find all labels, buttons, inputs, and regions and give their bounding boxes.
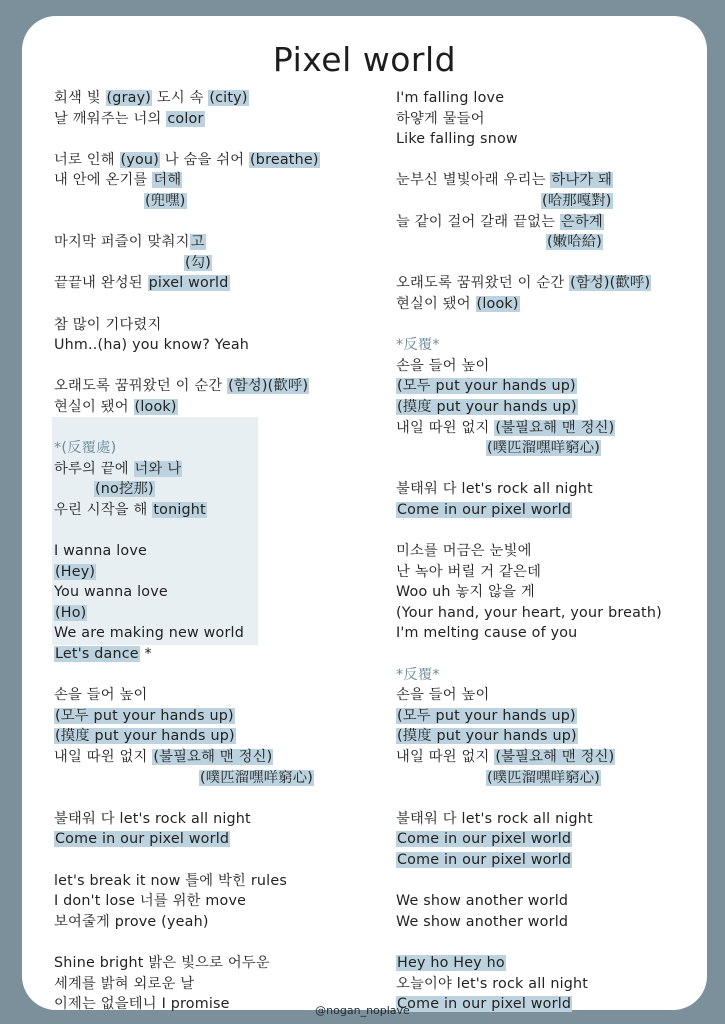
highlighted-lyric: (嫩哈給) (547, 234, 603, 251)
lyric-text: 오래도록 꿈꿔왔던 이 순간 (396, 275, 570, 292)
lyric-text: 하루의 끝에 (54, 460, 134, 477)
lyric-text: 내일 따윈 없지 (54, 749, 153, 765)
lyric-line (54, 88, 384, 109)
highlighted-lyric: (모두 put your hands up) (397, 707, 576, 724)
lyric-line (54, 459, 384, 480)
lyric-line (54, 685, 384, 706)
lyric-text: 회색 빛 (54, 90, 106, 106)
lyric-text: 늘 같이 걸어 갈래 끝없는 (396, 213, 560, 230)
lyric-line (396, 953, 696, 974)
lyric-line (54, 871, 384, 892)
lyric-text: 내일 따윈 없지 (396, 749, 495, 765)
lyric-line (54, 191, 384, 212)
highlighted-lyric: (you) (120, 151, 159, 168)
lyric-text: Like falling snow (396, 131, 518, 148)
lyric-line (54, 891, 384, 912)
lyric-line (54, 500, 384, 521)
highlighted-lyric: 하나가 돼 (551, 172, 613, 189)
highlighted-lyric: Come in our pixel world (397, 501, 572, 518)
highlighted-lyric: Come in our pixel world (397, 851, 572, 868)
lyric-text: 오늘이야 let's rock all night (396, 975, 589, 992)
blank-line (396, 788, 696, 809)
lyric-line (54, 644, 384, 665)
lyric-text: 미소를 머금은 눈빛에 (396, 543, 532, 560)
lyric-text: You wanna love (54, 584, 168, 601)
highlighted-lyric: 은하계 (560, 213, 603, 230)
blank-line (396, 932, 696, 953)
lyric-text: 하얗게 물들어 (396, 110, 485, 127)
blank-line (396, 253, 696, 274)
lyric-line (396, 809, 696, 830)
blank-line (54, 212, 384, 233)
lyric-line (396, 376, 696, 397)
lyric-line (396, 912, 696, 933)
lyric-text: 마지막 퍼즐이 맞춰지 (54, 234, 190, 251)
highlighted-lyric: (Hey) (55, 563, 96, 580)
lyric-text: I wanna love (54, 543, 148, 560)
lyric-text: 참 많이 기다렸지 (54, 316, 162, 333)
lyric-text: 내 안에 온기를 (54, 172, 153, 189)
left-lyrics-column (54, 88, 384, 1015)
lyric-line (54, 170, 384, 191)
lyric-line (54, 747, 384, 768)
lyric-text: let's break it now 틀에 박힌 rules (54, 872, 287, 889)
highlighted-lyric: (摸度 put your hands up) (397, 398, 577, 415)
lyric-text: Shine bright 밝은 빛으로 어두운 (54, 954, 270, 971)
highlighted-lyric: 고 (190, 234, 205, 251)
lyric-line (54, 768, 384, 789)
lyric-line (396, 356, 696, 377)
lyric-line (396, 129, 696, 150)
highlighted-lyric: (哈那嘎對) (542, 192, 612, 209)
highlighted-lyric: (함성)(歡呼) (228, 378, 309, 395)
lyric-text: 보여줄게 prove (yeah) (54, 913, 209, 930)
highlighted-lyric: (look) (134, 398, 177, 415)
lyric-line (54, 582, 384, 603)
lyric-line (54, 479, 384, 500)
lyric-line (54, 912, 384, 933)
lyric-line (396, 850, 696, 871)
page-title: Pixel world (272, 40, 457, 79)
highlighted-lyric: (불필요해 맨 정신) (495, 749, 615, 765)
lyric-line (396, 603, 696, 624)
blank-line (54, 129, 384, 150)
blank-line (54, 356, 384, 377)
lyric-text: (Your hand, your heart, your breath) (396, 604, 662, 621)
highlighted-lyric: tonight (153, 501, 206, 518)
lyric-line (54, 809, 384, 830)
highlighted-lyric: (兜嘿) (145, 192, 186, 209)
blank-line (54, 850, 384, 871)
lyric-line (54, 829, 384, 850)
lyric-line (54, 706, 384, 727)
lyric-text: * (139, 646, 152, 663)
lyric-line (54, 273, 384, 294)
lyric-text: 눈부신 별빛아래 우리는 (396, 172, 551, 189)
lyric-line (396, 665, 696, 686)
lyric-text: 우린 시작을 해 (54, 501, 153, 518)
lyric-text: *反覆* (396, 666, 440, 683)
lyric-line (54, 623, 384, 644)
lyric-text: 난 녹아 버릴 거 같은데 (396, 563, 542, 580)
blank-line (54, 665, 384, 686)
lyric-text: We show another world (396, 893, 569, 910)
blank-line (54, 294, 384, 315)
lyric-line (396, 212, 696, 233)
highlighted-lyric: (摸度 put your hands up) (397, 728, 577, 745)
blank-line (396, 644, 696, 665)
lyric-line (396, 88, 696, 109)
lyric-line (54, 974, 384, 995)
lyric-line (396, 829, 696, 850)
highlighted-lyric: Hey ho Hey ho (397, 954, 505, 971)
lyric-line (54, 953, 384, 974)
lyric-text: 세계를 밝혀 외로운 날 (54, 975, 195, 992)
lyric-line (54, 541, 384, 562)
highlighted-lyric: Come in our pixel world (397, 831, 572, 848)
lyric-line (54, 603, 384, 624)
lyric-line (396, 891, 696, 912)
lyric-line (396, 726, 696, 747)
lyric-line (396, 685, 696, 706)
lyric-line (396, 418, 696, 439)
lyric-text: 불태워 다 let's rock all night (396, 481, 593, 498)
lyric-text: 오래도록 꿈꿔왔던 이 순간 (54, 378, 228, 395)
highlighted-lyric: (불필요해 맨 정신) (495, 419, 615, 436)
lyric-line (396, 232, 696, 253)
lyric-line (396, 438, 696, 459)
lyric-line (396, 273, 696, 294)
lyric-line (396, 706, 696, 727)
highlighted-lyric: Come in our pixel world (55, 831, 230, 848)
lyric-text: 손을 들어 높이 (54, 687, 148, 704)
lyric-line (396, 541, 696, 562)
highlighted-lyric: color (167, 110, 204, 127)
lyric-line (54, 438, 384, 459)
lyric-text: I don't lose 너를 위한 move (54, 893, 247, 910)
lyric-line (396, 397, 696, 418)
highlighted-lyric: (Ho) (55, 604, 87, 621)
lyric-line (54, 376, 384, 397)
lyric-text: 이제는 없을테니 I promise (54, 996, 230, 1013)
lyric-text: I'm melting cause of you (396, 625, 578, 642)
highlighted-lyric: (look) (476, 295, 519, 312)
lyric-line (54, 726, 384, 747)
lyric-line (396, 562, 696, 583)
lyric-text: 내일 따윈 없지 (396, 419, 495, 436)
lyric-line (54, 315, 384, 336)
highlighted-lyric: Come in our pixel world (397, 996, 572, 1013)
blank-line (396, 150, 696, 171)
highlighted-lyric: (摸度 put your hands up) (55, 728, 235, 745)
lyric-text: Woo uh 놓지 않을 게 (396, 584, 535, 601)
lyric-text: We are making new world (54, 625, 244, 642)
blank-line (54, 932, 384, 953)
lyric-line (396, 974, 696, 995)
highlighted-lyric: 너와 나 (134, 460, 182, 477)
highlighted-lyric: 더해 (153, 172, 182, 189)
highlighted-lyric: (噗匹溜嘿咩窮心) (487, 769, 601, 786)
lyric-text: 불태워 다 let's rock all night (54, 810, 251, 827)
blank-line (396, 871, 696, 892)
highlighted-lyric: (모두 put your hands up) (55, 707, 234, 724)
lyric-line (396, 109, 696, 130)
lyric-text: 손을 들어 높이 (396, 687, 490, 704)
highlighted-lyric: (불필요해 맨 정신) (153, 749, 273, 765)
highlighted-lyric: Let's dance (55, 646, 139, 663)
highlighted-lyric: (勾) (185, 254, 212, 271)
lyric-line (396, 623, 696, 644)
highlighted-lyric: (함성)(歡呼) (570, 275, 651, 292)
lyric-line (54, 232, 384, 253)
lyric-line (54, 562, 384, 583)
lyric-line (396, 191, 696, 212)
lyric-text: 너로 인해 (54, 151, 120, 168)
lyric-line (396, 335, 696, 356)
lyric-line (396, 479, 696, 500)
lyric-line (396, 747, 696, 768)
lyric-text: 날 깨워주는 너의 (54, 110, 167, 127)
lyric-line (396, 582, 696, 603)
highlighted-lyric: (no挖那) (95, 481, 154, 498)
highlighted-lyric: (모두 put your hands up) (397, 378, 576, 395)
lyric-text: 불태워 다 let's rock all night (396, 810, 593, 827)
lyric-text: 나 숨을 쉬어 (159, 151, 250, 168)
blank-line (54, 520, 384, 541)
lyric-line (396, 294, 696, 315)
lyric-line (54, 335, 384, 356)
lyric-text: 도시 속 (152, 90, 209, 106)
highlighted-lyric: pixel world (148, 275, 229, 292)
footer-handle: @nogan_noplave (315, 1004, 410, 1017)
lyric-text: 현실이 됐어 (54, 398, 134, 415)
lyric-line (54, 253, 384, 274)
blank-line (396, 520, 696, 541)
highlighted-lyric: (gray) (106, 90, 152, 106)
lyric-text: 끝끝내 완성된 (54, 275, 148, 292)
lyric-text: 현실이 됐어 (396, 295, 476, 312)
lyric-line (396, 768, 696, 789)
highlighted-lyric: (噗匹溜嘿咩窮心) (487, 440, 601, 457)
right-lyrics-column (396, 88, 696, 1015)
highlighted-lyric: (city) (209, 90, 248, 106)
lyric-line (396, 170, 696, 191)
blank-line (396, 315, 696, 336)
lyric-text: *(反覆處) (54, 440, 117, 457)
lyric-text: I'm falling love (396, 90, 505, 106)
blank-line (54, 418, 384, 439)
lyric-text: 손을 들어 높이 (396, 357, 490, 374)
lyric-text: We show another world (396, 913, 569, 930)
lyric-text: *反覆* (396, 337, 440, 354)
lyric-line (54, 109, 384, 130)
highlighted-lyric: (breathe) (250, 151, 319, 168)
lyric-line (54, 397, 384, 418)
lyric-line (396, 500, 696, 521)
lyric-line (54, 150, 384, 171)
blank-line (54, 788, 384, 809)
blank-line (396, 459, 696, 480)
highlighted-lyric: (噗匹溜嘿咩窮心) (200, 769, 314, 786)
lyric-text: Uhm..(ha) you know? Yeah (54, 337, 250, 354)
